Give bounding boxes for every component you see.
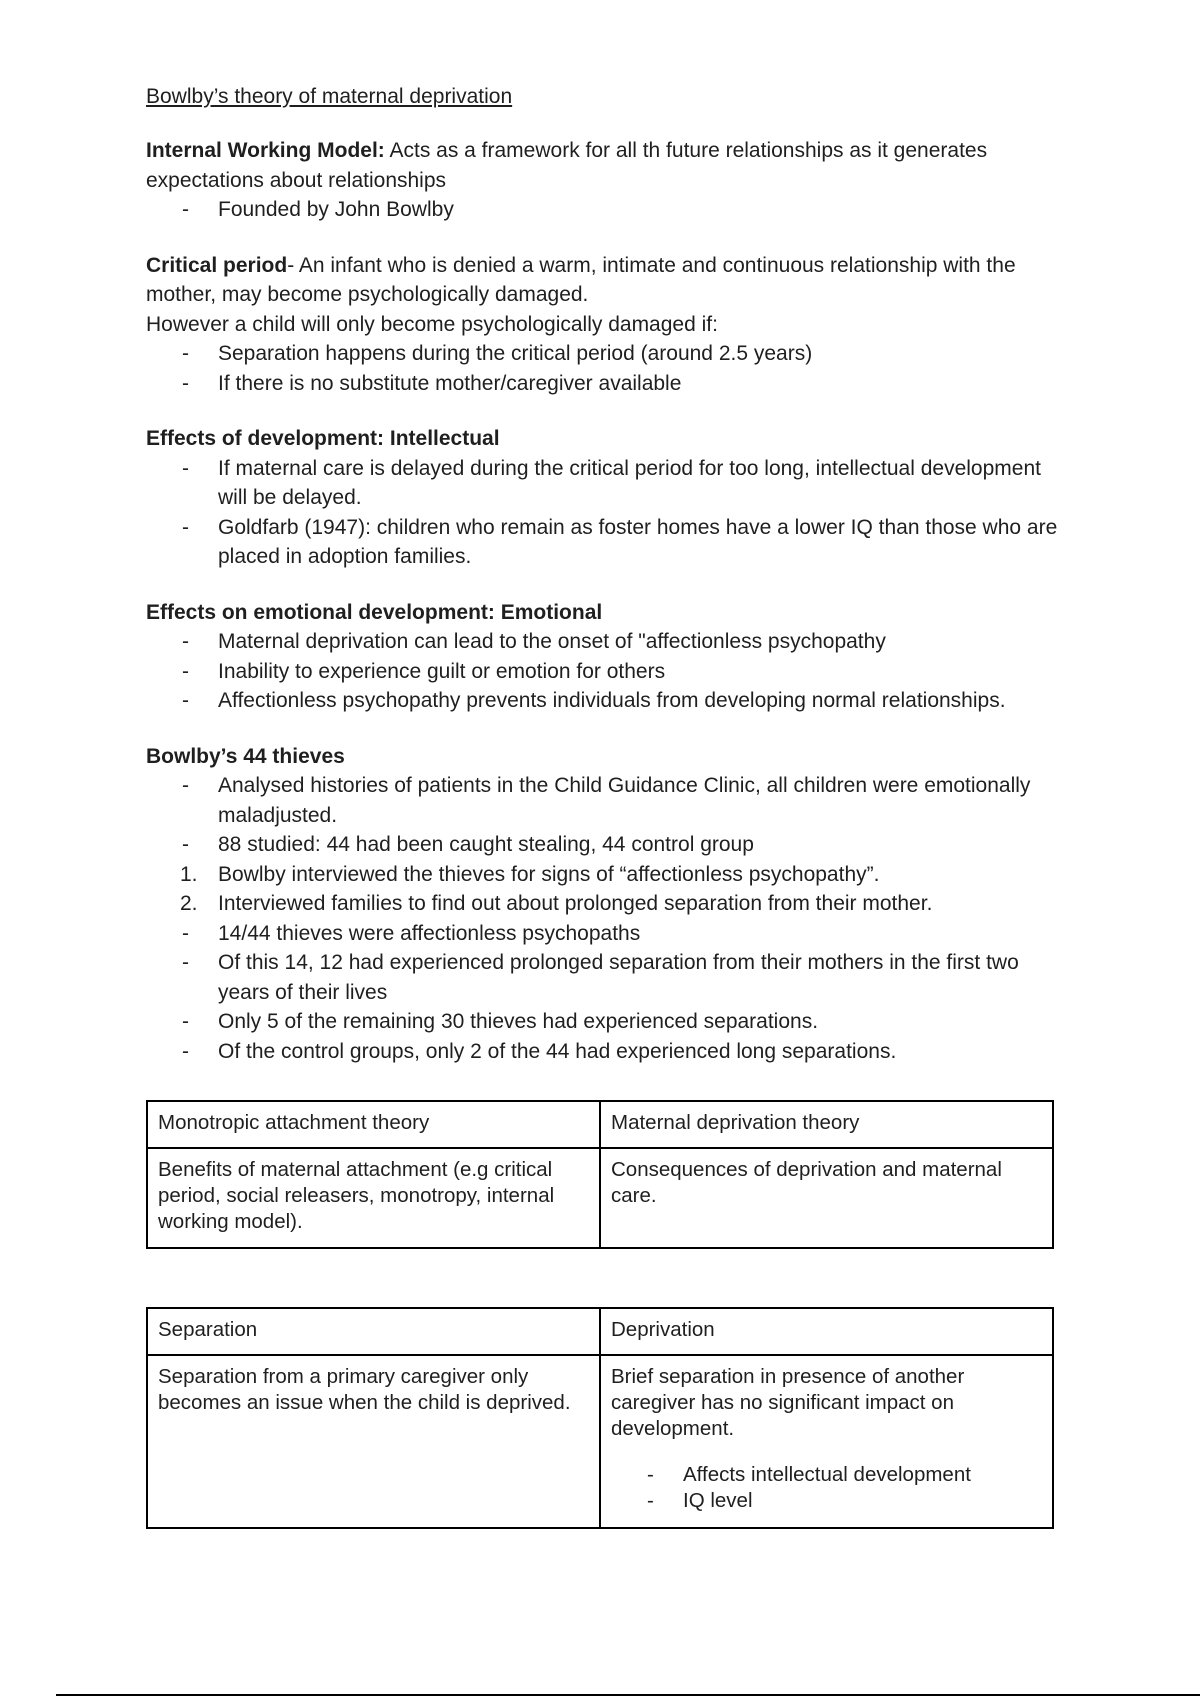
list-item: - If there is no substitute mother/caregiver available — [146, 369, 1066, 399]
section-intellectual — [146, 424, 1066, 572]
table-row — [147, 1148, 1053, 1248]
emotional-heading: Effects on emotional development: Emotional — [146, 600, 603, 624]
iwm-paragraph — [146, 136, 1066, 195]
page-title: Bowlby’s theory of maternal deprivation — [146, 85, 513, 108]
thieves-list — [146, 771, 1066, 1066]
list-item: - Affects intellectual development — [647, 1463, 971, 1486]
list-item: - Of the control groups, only 2 of the 44 had experienced long separations. — [146, 1037, 1066, 1067]
list-marker: 1. — [180, 862, 198, 886]
table-row — [147, 1101, 1053, 1148]
deprivation-text: Brief separation in presence of another caregiver has no significant impact on development. — [611, 1365, 965, 1440]
list-marker: - — [182, 774, 189, 797]
list-item: - 88 studied: 44 had been caught stealing, 44 control group — [146, 830, 1066, 860]
dash-marker: - — [182, 515, 189, 539]
list-item: - Separation happens during the critical period (around 2.5 years) — [146, 339, 1066, 369]
table-header-cell: Monotropic attachment theory — [147, 1101, 600, 1148]
dash-marker: - — [182, 371, 189, 395]
table-header-cell: Maternal deprivation theory — [600, 1101, 1053, 1148]
bottom-divider — [56, 1694, 1200, 1696]
list-item: 2. Interviewed families to find out about prolonged separation from their mother. — [146, 889, 1066, 919]
table-header-cell: Deprivation — [600, 1308, 1053, 1355]
critical-text: - An infant who is denied a warm, intimate and continuous relationship with the mother, may become psychologically damaged. — [146, 253, 1016, 306]
iwm-text: Acts as a framework for all th future relationships as it generates expectations about relationships — [146, 139, 988, 192]
dash-marker: - — [182, 630, 189, 653]
theory-comparison-table — [146, 1100, 1054, 1249]
dash-marker: - — [182, 689, 189, 712]
list-marker: 2. — [180, 892, 198, 915]
dash-marker: - — [182, 198, 189, 221]
list-marker: - — [182, 921, 189, 945]
dash-marker: - — [182, 659, 189, 683]
list-item: - Maternal deprivation can lead to the onset of "affectionless psychopathy — [146, 627, 1066, 657]
document-page — [146, 82, 1066, 1529]
deprivation-list — [611, 1462, 1042, 1514]
section-critical-period — [146, 251, 1066, 399]
list-marker: - — [182, 1010, 189, 1033]
iwm-list — [146, 195, 1066, 225]
list-marker: - — [182, 1039, 189, 1063]
list-item: - Of this 14, 12 had experienced prolonged separation from their mothers in the first two years of their lives — [146, 948, 1066, 1007]
list-item: - Founded by John Bowlby — [146, 195, 1066, 225]
table-header-cell: Separation — [147, 1308, 600, 1355]
section-internal-working-model — [146, 136, 1066, 225]
section-44-thieves — [146, 742, 1066, 1067]
emotional-list — [146, 627, 1066, 716]
list-item: - Inability to experience guilt or emotion for others — [146, 657, 1066, 687]
table-cell: Benefits of maternal attachment (e.g critical period, social releasers, monotropy, internal working model). — [147, 1148, 600, 1248]
list-item: - 14/44 thieves were affectionless psychopaths — [146, 919, 1066, 949]
critical-paragraph — [146, 251, 1066, 310]
list-item: - Only 5 of the remaining 30 thieves had experienced separations. — [146, 1007, 1066, 1037]
table-cell — [600, 1355, 1053, 1528]
table-row — [147, 1355, 1053, 1528]
critical-paragraph-2: However a child will only become psychologically damaged if: — [146, 312, 718, 336]
section-emotional — [146, 598, 1066, 716]
dash-marker: - — [647, 1463, 654, 1486]
table-row — [147, 1308, 1053, 1355]
iwm-heading: Internal Working Model: — [146, 139, 385, 162]
list-item: - If maternal care is delayed during the critical period for too long, intellectual development will be delayed. — [146, 454, 1066, 513]
list-item: - Goldfarb (1947): children who remain as foster homes have a lower IQ than those who are placed in adoption families. — [146, 513, 1066, 572]
dash-marker: - — [182, 342, 189, 365]
critical-heading: Critical period — [146, 253, 288, 277]
intellectual-list — [146, 454, 1066, 572]
list-item: - Analysed histories of patients in the Child Guidance Clinic, all children were emotionally maladjusted. — [146, 771, 1066, 830]
dash-marker: - — [182, 456, 189, 480]
dash-marker: - — [647, 1489, 654, 1512]
list-marker: - — [182, 951, 189, 974]
table-cell: Separation from a primary caregiver only becomes an issue when the child is deprived. — [147, 1355, 600, 1528]
intellectual-heading: Effects of development: Intellectual — [146, 427, 500, 450]
table-cell: Consequences of deprivation and maternal care. — [600, 1148, 1053, 1248]
list-item: 1. Bowlby interviewed the thieves for signs of “affectionless psychopathy”. — [146, 860, 1066, 890]
separation-deprivation-table — [146, 1307, 1054, 1529]
list-marker: - — [182, 833, 189, 856]
thieves-heading: Bowlby’s 44 thieves — [146, 744, 345, 768]
list-item: - Affectionless psychopathy prevents individuals from developing normal relationships. — [146, 686, 1066, 716]
critical-list — [146, 339, 1066, 398]
list-item: - IQ level — [647, 1489, 753, 1512]
